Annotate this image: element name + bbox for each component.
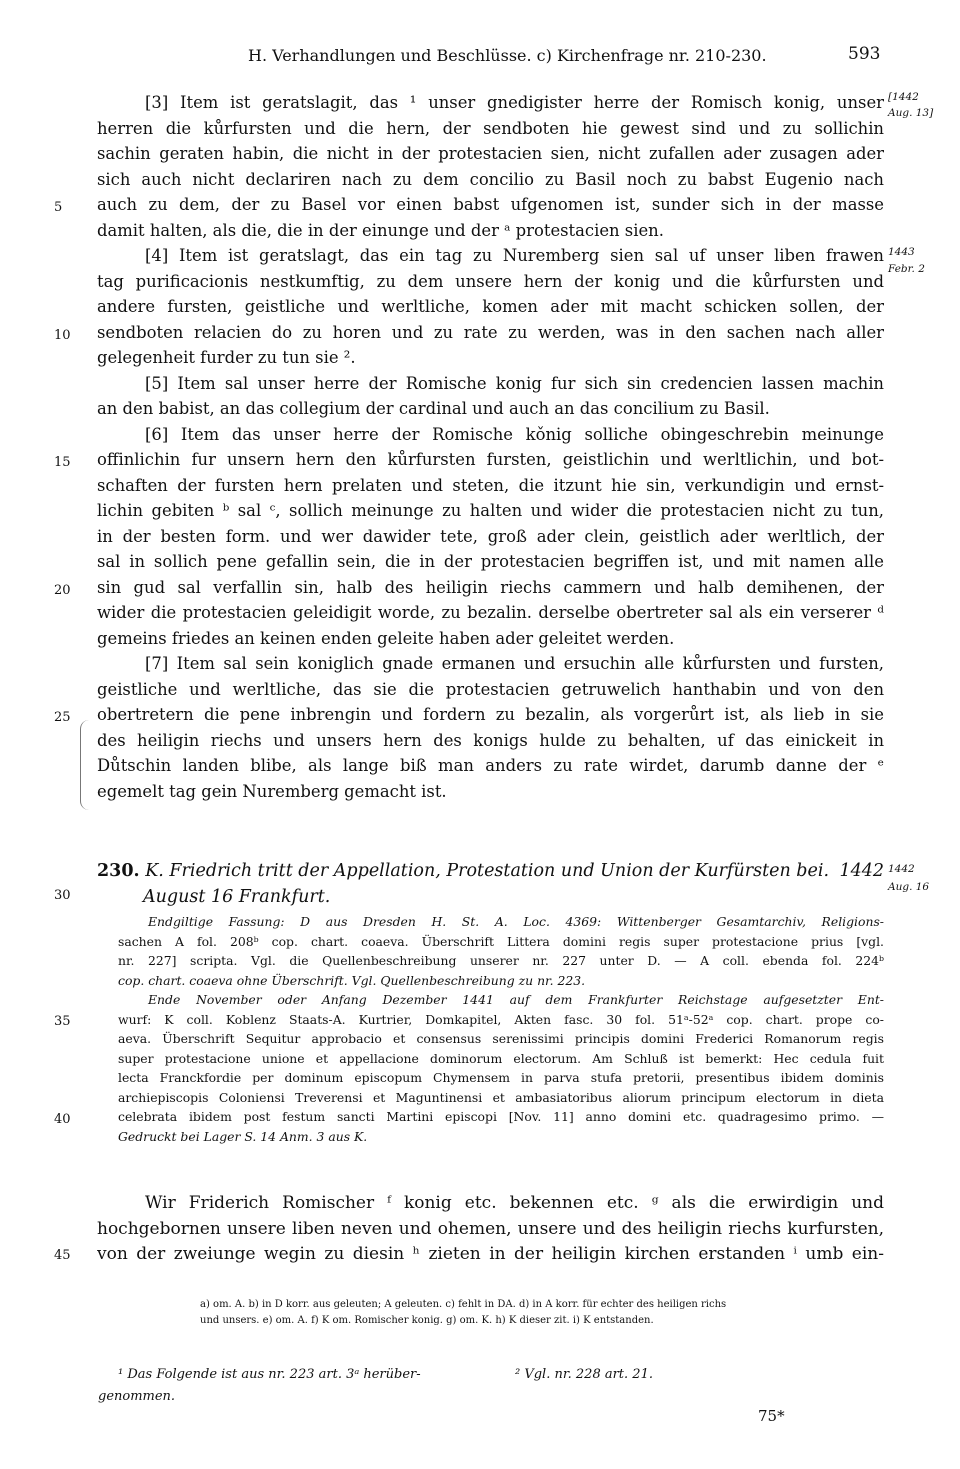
text-line: herren die kůrfursten und die hern, der sendboten hie gewest sind und zu sollichin [97,118,884,138]
footnote-1-line: genommen. [98,1389,176,1404]
text-line: sachin geraten habin, die nicht in der protestacien sien, nicht zufallen ader zusagen ader [97,144,884,163]
text-line: [5] Item sal unser herre der Romische konig fur sich sin credencien lassen machin [145,373,884,393]
text-line: sendboten relacien do zu horen und zu rate zu werden, was in den sachen nach aller [97,322,884,342]
text-line: an den babist, an das collegium der cardinal und auch an das concilium zu Basil. [97,399,770,418]
line-number: 10 [54,328,71,343]
note-line: wurf: K coll. Koblenz Staats-A. Kurtrier, Domkapitel, Akten fasc. 30 fol. 51ᵃ-52ᵃ cop. chart. prope co- [118,1011,884,1027]
heading-title: K. Friedrich tritt der Appellation, Protestation und Union der Kurfürsten bei. [145,861,830,881]
margin-date-aug13: Aug. 13] [888,107,934,119]
text-line: [7] Item sal sein koniglich gnade ermanen und ersuchin alle kůrfursten und fursten, [145,654,884,673]
text-line: Wir Friderich Romischer ᶠ konig etc. bekennen etc. ᵍ als die erwirdigin und [145,1193,884,1213]
text-line: schaften der fursten hern prelaten und steten, die itzunt hie sin, verkundigin und ernst- [97,475,884,495]
line-number: 20 [54,583,71,598]
footnote-1 [98,1364,421,1408]
margin-date-febr2: Febr. 2 [888,263,925,275]
note-line: nr. 227] scripta. Vgl. die Quellenbeschreibung unserer nr. 227 unter D. — A coll. ebenda fol. 224ᵇ [118,953,884,968]
text-line: hochgebornen unsere liben neven und ohemen, unsere und des heiligin riechs kurfursten, [97,1218,884,1239]
note-line: lecta Franckfordie per dominum episcopum Chymensem in parva stufa pretorii, presentibus ibidem dominis [118,1070,884,1085]
text-line: auch zu dem, der zu Basel vor einen babst ufgenomen ist, sunder sich in der masse [97,195,884,214]
text-line: tag purificacionis nestkumftig, zu dem unsere hern der konig und die kůrfursten und [97,271,884,291]
apparatus-line: a) om. A. b) in D korr. aus geleuten; A geleuten. c) fehlt in DA. d) in A korr. für echter des heiligen richs [200,1299,727,1310]
line-number: 35 [54,1014,71,1029]
text-line: [6] Item das unser herre der Romische kǒnig solliche obingeschrebin meinunge [145,424,884,444]
document-text [97,1191,884,1268]
note-line: Gedruckt bei Lager S. 14 Anm. 3 aus K. [118,1128,368,1144]
margin-bracket [80,720,89,810]
heading-year: 1442 [839,861,884,881]
running-header: H. Verhandlungen und Beschlüsse. c) Kirchenfrage nr. 210-230. [248,46,767,65]
text-line: in der besten form. und wer dawider tete, groß ader clein, geistlich ader werltlich, der [97,526,884,546]
text-line: andere fursten, geistliche und werltliche, komen ader mit macht schicken sollen, der [97,297,884,316]
text-line: des heiligin riechs und unsers hern des konigs hulde zu behalten, uf das einickeit in [97,730,884,750]
text-line: wider die protestacien geleidigit worde, zu bezalin. derselbe obertreter sal als ein verserer ᵈ [97,603,884,622]
main-text [97,90,884,804]
text-line: von der zweiunge wegin zu diesin ʰ zieten in der heiligin kirchen erstanden ⁱ umb ein- [97,1244,884,1264]
signature-mark: 75* [758,1407,785,1425]
document-heading [97,858,884,910]
text-line: geistliche und werltliche, das sie die protestacien getruwelich hanthabin und von den [97,679,884,699]
note-line: Ende November oder Anfang Dezember 1441 auf dem Frankfurter Reichstage aufgesetzter Ent- [148,992,884,1007]
line-number: 40 [54,1112,71,1127]
margin-date-aug16: Aug. 16 [888,881,930,893]
text-line: [3] Item ist geratslagit, das ¹ unser gnedigister herre der Romisch konig, unser [145,93,884,112]
line-number: 25 [54,710,71,725]
line-number: 15 [54,455,71,470]
text-line: gemeins friedes an keinen enden geleite haben ader geleitet werden. [97,628,675,648]
footnote-1-line: ¹ Das Folgende ist aus nr. 223 art. 3ᵃ herüber- [118,1367,421,1382]
text-line: obertretern die pene inbrengin und fordern zu bezalin, als vorgerůrt ist, als lieb in sie [97,705,884,724]
note-line: super protestacione unione et appellacione dominorum electorum. Am Schluß ist bemerkt: Hec cedula fuit [118,1050,884,1066]
footnote-2: ² Vgl. nr. 228 art. 21. [515,1367,653,1382]
line-number: 30 [54,888,71,903]
text-line: egemelt tag gein Nuremberg gemacht ist. [97,781,447,801]
text-line: sin gud sal verfallin sin, halb des heiligin riechs cammern und halb demihenen, der [97,577,884,597]
text-line: Důtschin landen blibe, als lange biß man anders zu rate wirdet, darumb danne der ᵉ [97,756,884,775]
note-line: aeva. Überschrift Sequitur approbacio et consensus serenissimi principis domini Frederici Romanorum regis [118,1031,884,1046]
margin-date-1442b: 1442 [888,863,915,875]
text-line: gelegenheit furder zu tun sie ². [97,348,356,367]
note-line: Endgiltige Fassung: D aus Dresden H. St. A. Loc. 4369: Wittenberger Gesamtarchiv, Religions- [148,914,884,929]
text-line: damit halten, als die, die in der einunge und der ᵃ protestacien sien. [97,220,664,240]
margin-date-1443: 1443 [888,246,915,258]
note-line: cop. chart. coaeva ohne Überschrift. Vgl. Quellenbeschreibung zu nr. 223. [118,972,586,988]
text-line: sich auch nicht declariren nach zu dem concilio zu Basil noch zu babst Eugenio nach [97,169,884,189]
document-number: 230. [97,861,140,881]
margin-date-1442: [1442 [888,91,919,103]
page-number: 593 [848,44,881,64]
text-line: sal in sollich pene gefallin sein, die in der protestacien begriffen ist, und mit namen alle [97,552,884,571]
line-number: 45 [54,1248,71,1263]
apparatus-line: und unsers. e) om. A. f) K om. Romischer konig. g) om. K. h) K dieser zit. i) K entstanden. [200,1315,654,1326]
note-line: archiepiscopis Coloniensi Treverensi et Maguntinensi et ambasiatoribus aliorum principum electorum in dieta [118,1089,884,1105]
source-note [118,912,884,1146]
text-line: offinlichin fur unsern hern den kůrfursten fursten, geistlichin und werltlichin, und bot- [97,450,884,469]
text-line: [4] Item ist geratslagt, das ein tag zu Nuremberg sien sal uf unser liben frawen [145,246,884,265]
line-number: 5 [54,200,63,215]
text-line: lichin gebiten ᵇ sal ᶜ, sollich meinunge zu halten und wider die protestacien nicht zu tun, [97,501,884,520]
note-line: sachen A fol. 208ᵇ cop. chart. coaeva. Überschrift Littera domini regis super protestacione prius [vgl. [118,933,884,949]
note-line: celebrata ibidem post festum sancti Martini episcopi [Nov. 11] anno domini etc. quadragesimo primo. — [118,1109,884,1124]
heading-place-date: August 16 Frankfurt. [143,887,331,907]
critical-apparatus [200,1297,726,1329]
